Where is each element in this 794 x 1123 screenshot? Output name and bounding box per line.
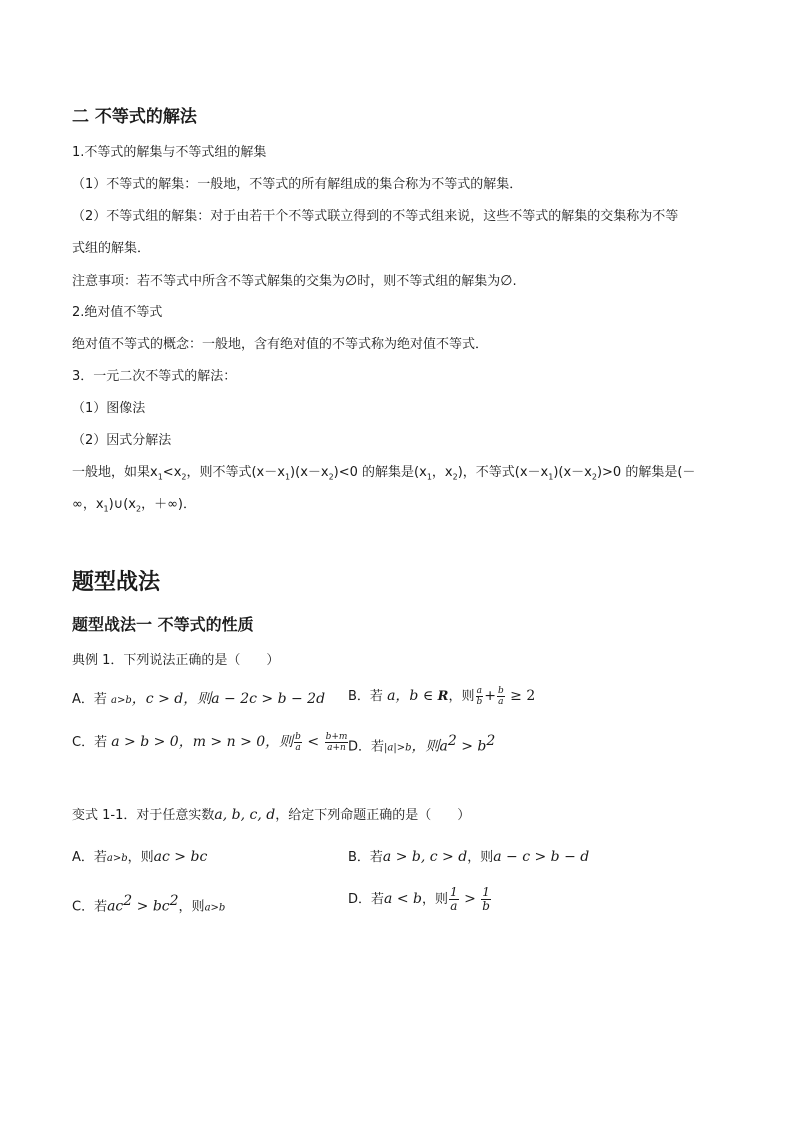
para-6: 绝对值不等式的概念：一般地，含有绝对值的不等式称为绝对值不等式． xyxy=(72,337,489,352)
text: ，则不等式(x－x xyxy=(186,465,285,480)
math-expression: ，c > d，则a − 2c > b − 2d xyxy=(131,691,326,707)
para-7: 3．一元二次不等式的解法： xyxy=(72,369,237,384)
para-3a: （2）不等式组的解集：对于由若干个不等式联立得到的不等式组来说，这些不等式的解集的交集称为不等 xyxy=(72,209,679,224)
option-label: C．若 xyxy=(72,899,108,915)
text: ∞，x xyxy=(72,497,104,512)
para-4-text-b: 时，则不等式组的解集为 xyxy=(357,274,501,289)
text: ，则 xyxy=(421,892,448,907)
text: ，＋∞)． xyxy=(141,497,196,512)
para-3b: 式组的解集． xyxy=(72,241,151,256)
math-expression: > b xyxy=(456,738,487,755)
subscript: 2 xyxy=(591,472,597,482)
para-9: （2）因式分解法 xyxy=(72,433,172,448)
math-condition: a>b xyxy=(106,853,128,864)
math-expression: > xyxy=(459,891,481,907)
text: ，则 xyxy=(178,899,205,915)
text: )<0 的解集是(x xyxy=(333,465,427,480)
fraction xyxy=(497,686,505,707)
math-expression: a > b, c > d xyxy=(382,849,468,865)
para-5: 2.绝对值不等式 xyxy=(72,305,163,320)
variant-1-1-stem xyxy=(72,806,470,825)
subscript: 1 xyxy=(103,504,109,514)
real-set-symbol: R xyxy=(437,689,449,704)
variant-1-1-option-d xyxy=(348,886,492,913)
variant-1-1-option-b xyxy=(348,848,589,867)
fraction xyxy=(294,732,302,753)
empty-set-symbol: ∅ xyxy=(500,273,513,289)
example-1-option-d xyxy=(348,732,495,757)
math-expression: a, b, c, d xyxy=(214,807,276,823)
superscript: 2 xyxy=(447,733,457,749)
option-label: B．若 xyxy=(348,850,383,865)
fraction xyxy=(475,686,483,707)
text: )，不等式(x－x xyxy=(457,465,549,480)
denominator: a+n xyxy=(327,743,346,753)
option-label: D．若 xyxy=(348,892,385,907)
superscript: 2 xyxy=(123,893,133,909)
subscript: 1 xyxy=(284,472,291,482)
text: ，给定下列命题正确的是（ ） xyxy=(275,808,471,823)
plus-sign: + xyxy=(484,688,496,704)
option-label: D．若 xyxy=(348,739,385,755)
fraction xyxy=(449,886,459,913)
text: ，则 xyxy=(467,850,494,865)
text: <x xyxy=(162,465,182,480)
option-label: B．若 xyxy=(348,689,383,704)
math-expression: > bc xyxy=(132,898,170,915)
empty-set-symbol: ∅ xyxy=(345,273,358,289)
denominator: b xyxy=(482,899,490,913)
text: )∪(x xyxy=(108,497,136,512)
text: ，则 xyxy=(448,689,475,704)
example-1-stem: 典例 1．下列说法正确的是（ ） xyxy=(72,653,280,668)
example-1-option-a xyxy=(72,690,325,710)
subscript: 2 xyxy=(452,472,458,482)
numerator: 1 xyxy=(449,885,458,899)
text: ，x xyxy=(431,465,453,480)
denominator: a xyxy=(295,743,301,753)
subscript: 1 xyxy=(548,472,554,482)
para-1: 1.不等式的解集与不等式组的解集 xyxy=(72,145,267,160)
numerator: b+m xyxy=(325,732,348,742)
denominator: a xyxy=(450,899,458,913)
math-condition: a>b xyxy=(204,902,226,914)
para-4: 注意事项：若不等式中所含不等式解集的交集为∅时，则不等式组的解集为∅. xyxy=(72,273,517,289)
para-11 xyxy=(72,496,196,519)
math-expression: ≥ 2 xyxy=(505,688,536,704)
subscript: 2 xyxy=(328,472,334,482)
variant-1-1-option-a xyxy=(72,848,207,868)
math-condition: a>b xyxy=(111,695,132,706)
para-10 xyxy=(72,464,695,487)
superscript: 2 xyxy=(169,893,179,909)
text: )(x－x xyxy=(553,465,592,480)
math-expression: ac xyxy=(107,898,124,915)
numerator: b xyxy=(497,686,504,696)
math-condition: a，b ∈ xyxy=(387,688,438,704)
math-expression: a − c > b − d xyxy=(493,849,590,865)
math-condition: a > b > 0，m > n > 0，则 xyxy=(111,734,294,750)
math-expression: ac > bc xyxy=(153,849,208,865)
subscript: 2 xyxy=(181,472,187,482)
para-2: （1）不等式的解集：一般地，不等式的所有解组成的集合称为不等式的解集． xyxy=(72,177,523,192)
numerator: a xyxy=(476,686,483,696)
math-expression: ，则a xyxy=(411,738,448,755)
text: )(x－x xyxy=(290,465,329,480)
math-expression: < xyxy=(302,734,324,750)
text: 一般地，如果x xyxy=(72,465,158,480)
heading-tixing: 题型战法 xyxy=(72,570,161,595)
denominator: a xyxy=(498,697,504,707)
fraction xyxy=(481,886,491,913)
para-8: （1）图像法 xyxy=(72,401,146,416)
section-title: 二 不等式的解法 xyxy=(72,107,197,127)
subscript: 2 xyxy=(135,504,142,514)
option-label: A．若 xyxy=(72,692,107,707)
math-expression: a < b xyxy=(384,891,422,907)
numerator: b xyxy=(295,732,301,742)
numerator: 1 xyxy=(482,885,490,899)
denominator: b xyxy=(476,697,483,707)
superscript: 2 xyxy=(486,733,496,749)
variant-1-1-option-c xyxy=(72,892,225,917)
example-1-option-c xyxy=(72,732,349,753)
heading-tixing-1: 题型战法一 不等式的性质 xyxy=(72,615,254,634)
example-1-option-b xyxy=(348,686,535,707)
option-label: C．若 xyxy=(72,735,108,750)
text: )>0 的解集是(－ xyxy=(596,465,696,480)
math-condition: |a|>b xyxy=(384,742,412,754)
option-label: A．若 xyxy=(72,850,107,865)
text: 变式 1-1．对于任意实数 xyxy=(72,808,215,823)
para-4-text-a: 注意事项：若不等式中所含不等式解集的交集为 xyxy=(72,274,346,289)
text: ，则 xyxy=(127,850,154,865)
fraction xyxy=(325,732,349,753)
subscript: 1 xyxy=(426,472,432,482)
subscript: 1 xyxy=(157,472,163,482)
